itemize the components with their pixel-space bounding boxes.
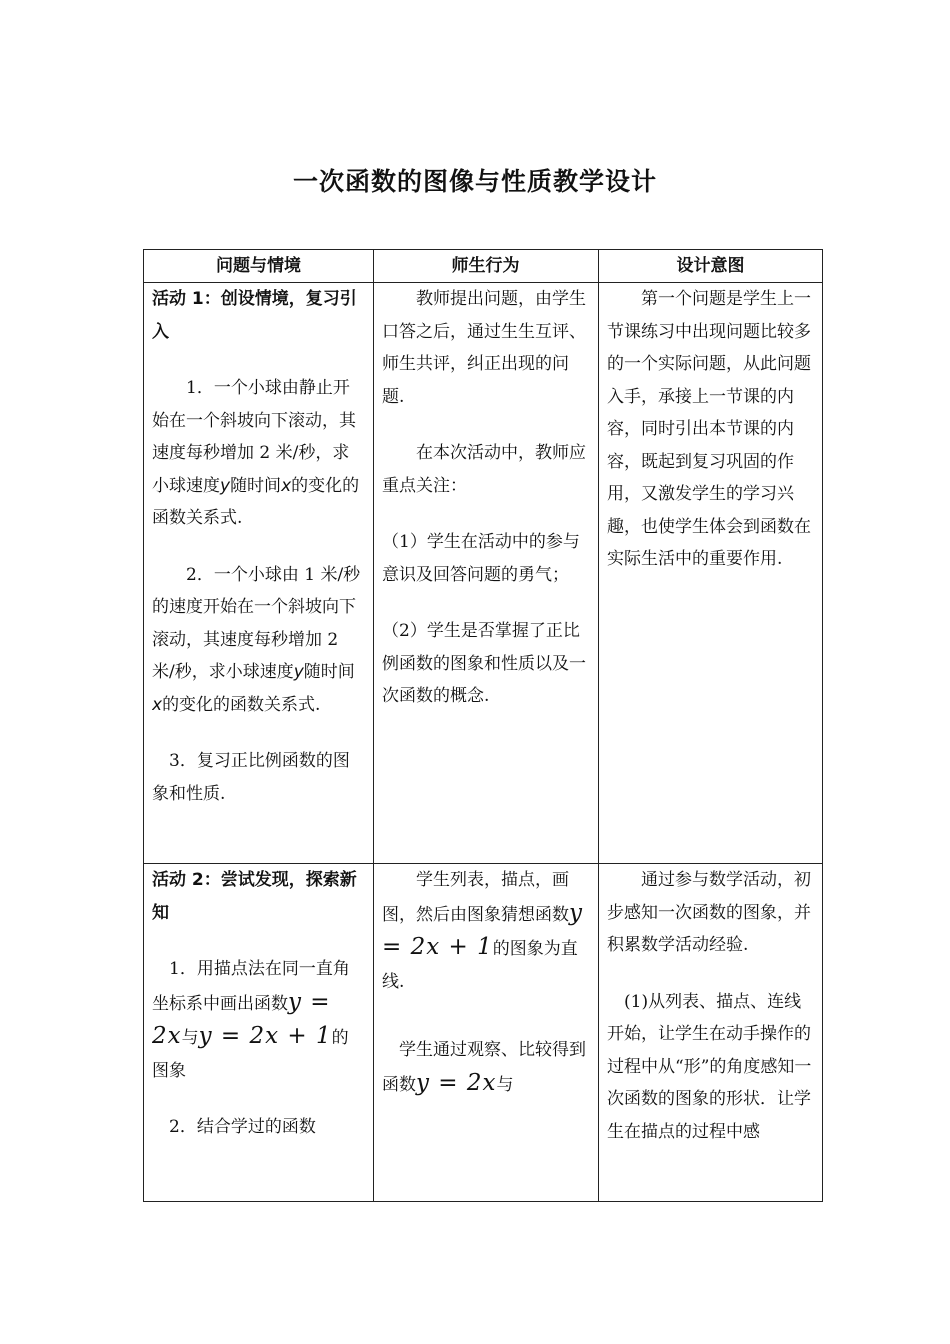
formula-y-2x: y = 2x bbox=[152, 988, 331, 1049]
row1-intent-cell bbox=[607, 283, 817, 861]
behavior-paragraph: 在本次活动中，教师应重点关注： bbox=[382, 443, 586, 496]
behavior-paragraph: 教师提出问题，由学生口答之后，通过生生互评、师生共评，纠正出现的问题. bbox=[382, 289, 586, 407]
header-intent: 设计意图 bbox=[676, 256, 745, 276]
header-behavior: 师生行为 bbox=[451, 256, 520, 276]
question-2: 2．一个小球由 1 米/秒的速度开始在一个斜坡向下滚动，其速度每秒增加 2 米/秒，求小球速度y随时间x的变化的函数关系式. bbox=[152, 564, 361, 715]
activity1-heading: 活动 1：创设情境，复习引入 bbox=[152, 289, 357, 342]
column-divider bbox=[598, 250, 599, 1201]
intent-paragraph: 第一个问题是学生上一节课练习中出现问题比较多的一个实际问题，从此问题入手，承接上一节课的内容，同时引出本节课的内容，既起到复习巩固的作用，又激发学生的学习兴趣，也使学生体会到函数在实际生活中的重要作用. bbox=[607, 289, 811, 569]
behavior-paragraph: 学生通过观察、比较得到函数y = 2x与 bbox=[382, 1040, 586, 1096]
intent-paragraph: (1)从列表、描点、连线开始，让学生在动手操作的过程中从“形”的角度感知一次函数的图象的形状．让学生在描点的过程中感 bbox=[607, 991, 812, 1142]
activity2-heading: 活动 2：尝试发现，探索新知 bbox=[152, 870, 357, 923]
formula-y-2x-plus-1: y = 2x + 1 bbox=[382, 899, 583, 960]
row2-behavior-cell bbox=[382, 864, 590, 1200]
row1-behavior-cell bbox=[382, 283, 590, 861]
lesson-plan-table bbox=[143, 249, 823, 1202]
question-1: 1．一个小球由静止开始在一个斜坡向下滚动，其速度每秒增加 2 米/秒，求小球速度y随时间x的变化的函数关系式. bbox=[152, 378, 360, 528]
column-divider bbox=[373, 250, 374, 1201]
page-title: 一次函数的图像与性质教学设计 bbox=[292, 167, 657, 196]
row1-problem-cell bbox=[152, 283, 364, 861]
question-1: 1．用描点法在同一直角坐标系中画出函数y = 2x与y = 2x + 1的图象 bbox=[152, 959, 350, 1081]
row2-intent-cell bbox=[607, 864, 817, 1200]
formula-y-2x-plus-1: y = 2x + 1 bbox=[198, 1023, 332, 1049]
question-3: 3．复习正比例函数的图象和性质. bbox=[152, 751, 350, 804]
behavior-paragraph: 学生列表，描点，画图，然后由图象猜想函数y = 2x + 1的图象为直线. bbox=[382, 870, 583, 992]
behavior-paragraph: （2）学生是否掌握了正比例函数的图象和性质以及一次函数的概念. bbox=[382, 621, 586, 706]
intent-paragraph: 通过参与数学活动，初步感知一次函数的图象，并积累数学活动经验. bbox=[607, 870, 811, 955]
formula-y-2x: y = 2x bbox=[416, 1069, 497, 1096]
question-2: 2．结合学过的函数 bbox=[169, 1117, 316, 1137]
row2-problem-cell bbox=[152, 864, 364, 1200]
behavior-paragraph: （1）学生在活动中的参与意识及回答问题的勇气； bbox=[382, 532, 580, 585]
header-problem: 问题与情境 bbox=[216, 256, 301, 276]
